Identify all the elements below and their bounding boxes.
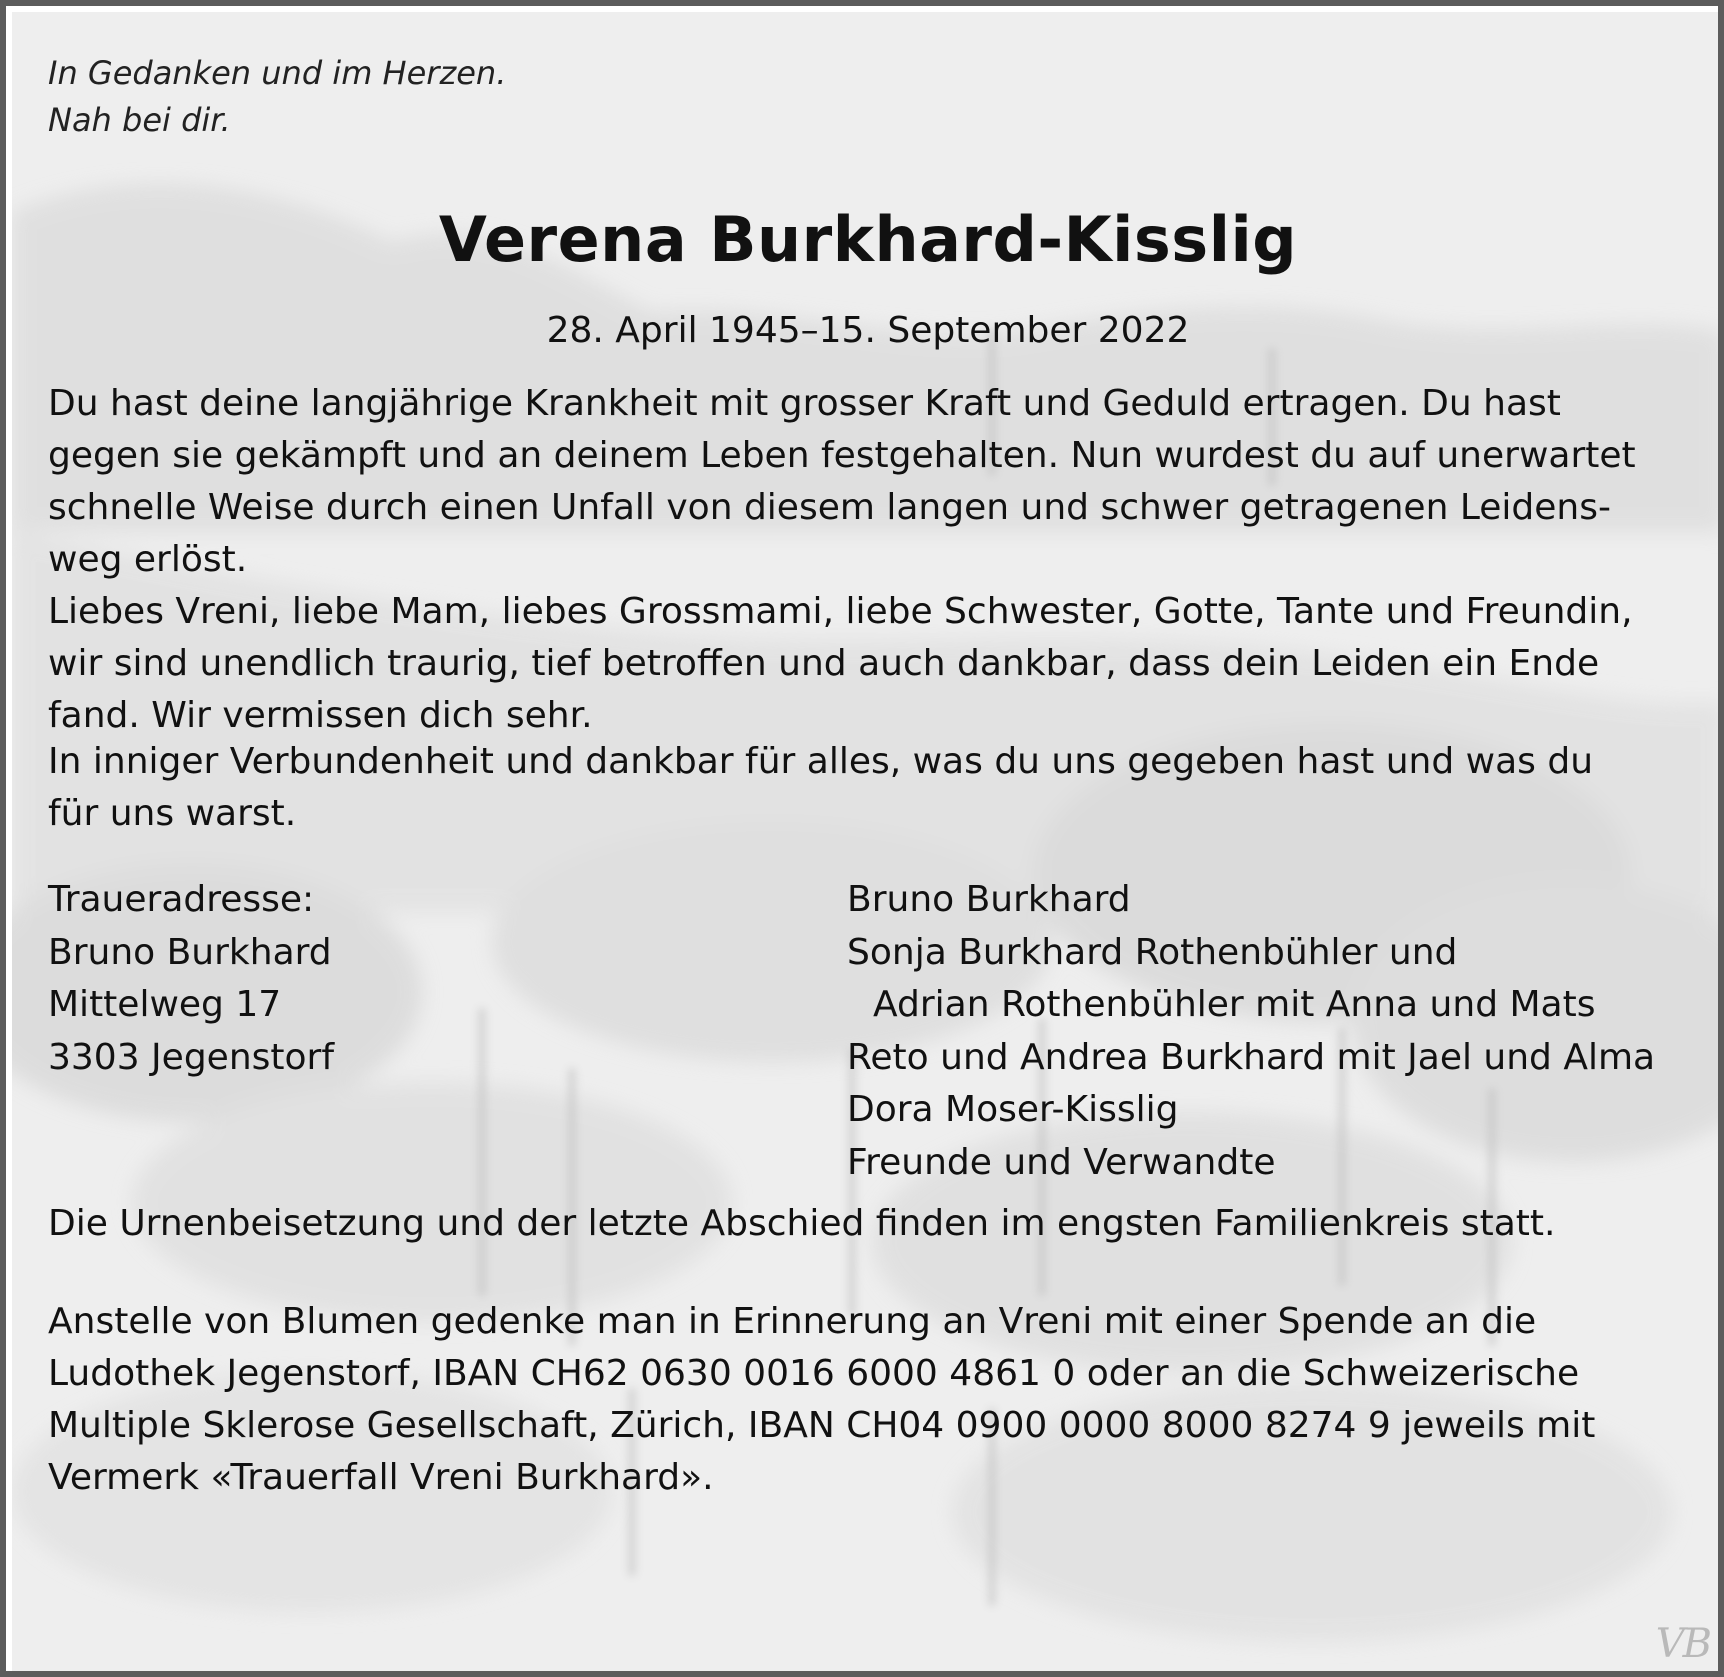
address-city: 3303 Jegenstorf (48, 1036, 335, 1078)
mourner-line: Sonja Burkhard Rothenbühler und (847, 931, 1458, 973)
paragraph-line: schnelle Weise durch einen Unfall von diesem langen und schwer getragenen Leidens- (48, 487, 1611, 528)
paragraph-line: gegen sie gekämpft und an deinem Leben festgehalten. Nun wurdest du auf unerwartet (48, 435, 1636, 476)
deceased-name: Verena Burkhard-Kisslig (438, 203, 1298, 276)
paragraph-line: Ludothek Jegenstorf, IBAN CH62 0630 0016 6000 4861 0 oder an die Schweizerische (48, 1353, 1580, 1394)
obituary-sheet (12, 12, 1724, 1677)
paragraph-line: wir sind unendlich traurig, tief betroffen und auch dankbar, dass dein Leiden ein Ende (48, 643, 1600, 684)
funeral-note (48, 1198, 1555, 1250)
donation-paragraph (48, 1296, 1595, 1504)
mourner-line: Freunde und Verwandte (847, 1141, 1276, 1183)
mourner-line: Adrian Rothenbühler mit Anna und Mats (873, 984, 1596, 1026)
paragraph-line: In inniger Verbundenheit und dankbar für alles, was du uns gegeben hast und was du (48, 741, 1594, 782)
mourner-line: Dora Moser-Kisslig (847, 1089, 1179, 1131)
intro-quote (48, 50, 506, 144)
address-label: Traueradresse: (48, 879, 315, 920)
mourners-list (847, 874, 1655, 1190)
mourner-line: Bruno Burkhard (847, 879, 1131, 920)
mourner-line: Reto und Andrea Burkhard mit Jael und Alma (847, 1036, 1656, 1078)
paragraph-line: Multiple Sklerose Gesellschaft, Zürich, IBAN CH04 0900 0000 8000 8274 9 jeweils mit (48, 1405, 1596, 1446)
paragraph-line: fand. Wir vermissen dich sehr. (48, 695, 593, 736)
artist-signature: VB (1655, 1621, 1710, 1667)
paragraph-line: Liebes Vreni, liebe Mam, liebes Grossmami, liebe Schwester, Gotte, Tante und Freundin, (48, 591, 1633, 632)
farewell-paragraph (48, 378, 1636, 742)
paragraph-line: Du hast deine langjährige Krankheit mit grosser Kraft und Geduld ertragen. Du hast (48, 383, 1561, 424)
address-name: Bruno Burkhard (48, 931, 332, 973)
gratitude-paragraph (48, 736, 1593, 840)
address-street: Mittelweg 17 (48, 984, 282, 1026)
paragraph-line: Anstelle von Blumen gedenke man in Erinnerung an Vreni mit einer Spende an die (48, 1301, 1537, 1342)
paragraph-line: Vermerk «Trauerfall Vreni Burkhard». (48, 1457, 714, 1498)
intro-line: In Gedanken und im Herzen. (48, 54, 507, 92)
life-dates: 28. April 1945–15. September 2022 (546, 310, 1190, 351)
intro-line: Nah bei dir. (48, 101, 231, 139)
paragraph-line: für uns warst. (48, 793, 297, 834)
funeral-note-text: Die Urnenbeisetzung und der letzte Abschied finden im engsten Familienkreis statt. (48, 1203, 1556, 1244)
paragraph-line: weg erlöst. (48, 539, 248, 580)
mourning-address (48, 874, 334, 1084)
